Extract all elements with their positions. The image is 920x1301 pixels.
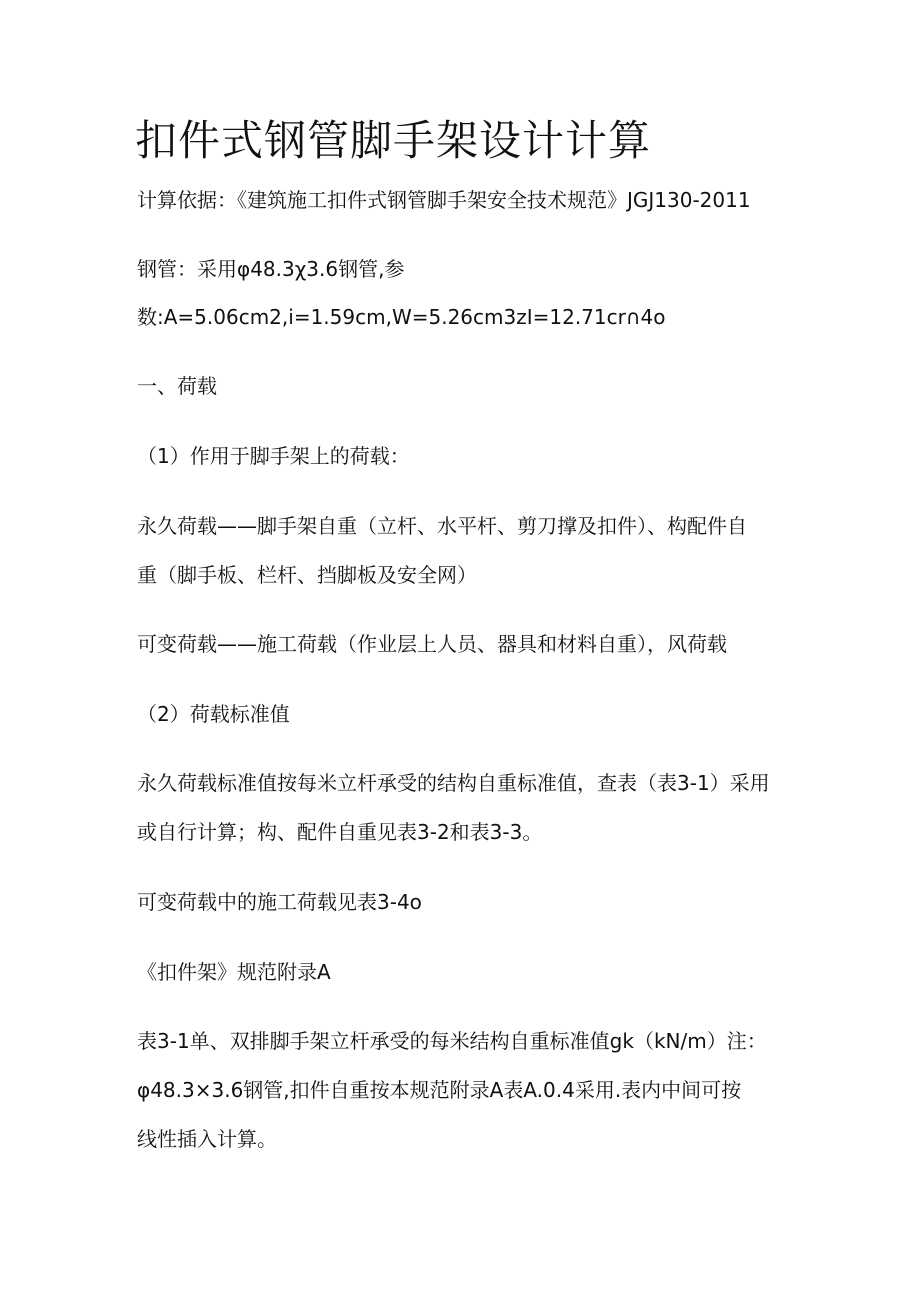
table-note-line-3: 线性插入计算。: [137, 1127, 277, 1151]
appendix-reference: 《扣件架》规范附录A: [137, 960, 331, 984]
table-note-line-1: 表3-1单、双排脚手架立杆承受的每米结构自重标准值gk（kN/m）注：: [137, 1029, 767, 1053]
variable-load-line: 可变荷载——施工荷载（作业层上人员、器具和材料自重），风荷载: [137, 632, 727, 656]
permanent-load-line-2: 重（脚手板、栏杆、挡脚板及安全网）: [137, 563, 477, 587]
section-heading-load: 一、荷载: [137, 374, 217, 398]
standard-value-line-2: 或自行计算；构、配件自重见表3-2和表3-3。: [137, 820, 543, 844]
construction-load-line: 可变荷载中的施工荷载见表3-4o: [137, 890, 422, 914]
pipe-spec-line-1: 钢管：采用φ48.3χ3.6钢管,参: [137, 257, 405, 281]
permanent-load-line-1: 永久荷载——脚手架自重（立杆、水平杆、剪刀撑及扣件）、构配件自: [137, 514, 747, 538]
subsection-heading-2: （2）荷载标准值: [137, 702, 290, 726]
table-note-line-2: φ48.3×3.6钢管,扣件自重按本规范附录A表A.0.4采用.表内中间可按: [137, 1078, 742, 1102]
page-title: 扣件式钢管脚手架设计计算: [135, 116, 652, 165]
calculation-basis: 计算依据：《建筑施工扣件式钢管脚手架安全技术规范》JGJ130-2011: [137, 188, 751, 212]
pipe-spec-line-2: 数:A=5.06cm2,i=1.59cm,W=5.26cm3zI=12.71cr∩4o: [137, 305, 666, 329]
standard-value-line-1: 永久荷载标准值按每米立杆承受的结构自重标准值，查表（表3-1）采用: [137, 771, 770, 795]
subsection-heading-1: （1）作用于脚手架上的荷载：: [137, 444, 410, 468]
